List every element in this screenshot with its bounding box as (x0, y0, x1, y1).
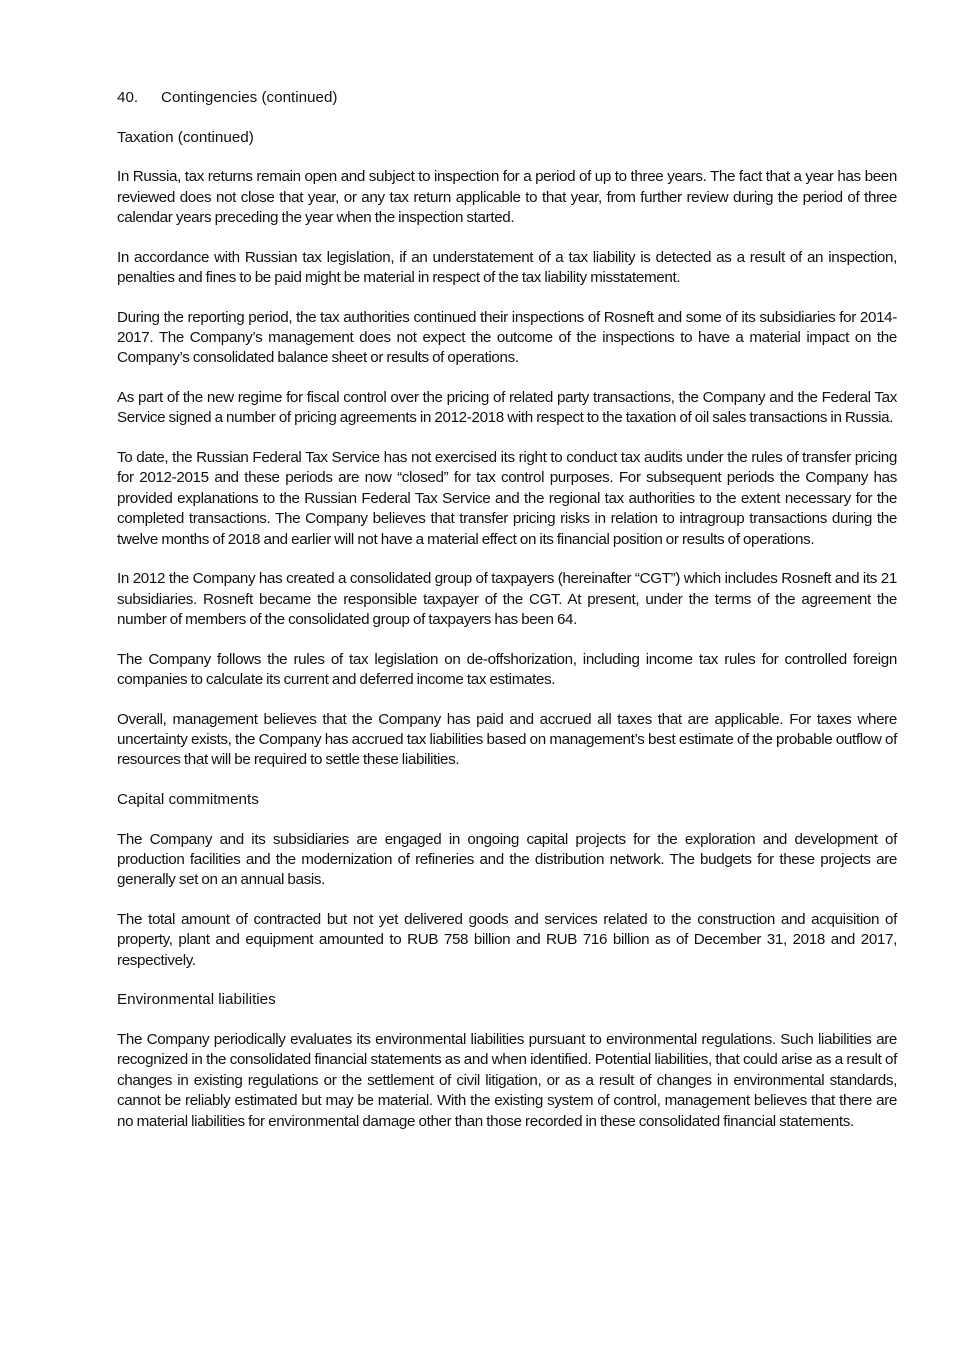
section-heading (117, 88, 897, 108)
taxation-paragraph-6: In 2012 the Company has created a consolidated group of taxpayers (hereinafter “CGT”) which includes Rosneft and its 21 subsidiaries. Rosneft became the responsible taxpayer of the CGT. At present, under the terms of the agreement the number of members of the consolidated group of taxpayers has been 64. (117, 570, 897, 629)
section-number: 40. (117, 89, 139, 106)
environmental-paragraph-1: The Company periodically evaluates its environmental liabilities pursuant to environmental regulations. Such liabilities are recognized in the consolidated financial statements as and when identified. Potential liabilities, that could arise as a result of changes in existing regulations or the settlement of civil litigation, or as a result of changes in environmental standards, cannot be reliably estimated but may be material. With the existing system of control, management believes that there are no material liabilities for environmental damage other than those recorded in these consolidated financial statements. (117, 1031, 897, 1130)
taxation-paragraph-2: In accordance with Russian tax legislation, if an understatement of a tax liability is detected as a result of an inspection, penalties and fines to be paid might be material in respect of the tax liability misstatement. (117, 248, 897, 286)
capital-paragraph-1: The Company and its subsidiaries are engaged in ongoing capital projects for the exploration and development of production facilities and the modernization of refineries and the distribution network. The budgets for these projects are generally set on an annual basis. (117, 830, 897, 889)
document-page (117, 88, 897, 1151)
taxation-paragraph-7: The Company follows the rules of tax legislation on de-offshorization, including income tax rules for controlled foreign companies to calculate its current and deferred income tax estimates. (117, 650, 897, 689)
taxation-heading: Taxation (continued) (117, 128, 254, 146)
taxation-paragraph-5: To date, the Russian Federal Tax Service has not exercised its right to conduct tax audits under the rules of transfer pricing for 2012-2015 and these periods are now “closed” for tax control purposes. For subsequent periods the Company has provided explanations to the Russian Federal Tax Service and the regional tax authorities to the extent necessary for the completed transactions. The Company believes that transfer pricing risks in relation to intragroup transactions during the twelve months of 2018 and earlier will not have a material effect on its financial position or results of operations. (117, 449, 897, 548)
taxation-paragraph-4: As part of the new regime for fiscal control over the pricing of related party transactions, the Company and the Federal Tax Service signed a number of pricing agreements in 2012-2018 with respect to the taxation of oil sales transactions in Russia. (117, 389, 897, 427)
taxation-paragraph-1: In Russia, tax returns remain open and subject to inspection for a period of up to three years. The fact that a year has been reviewed does not close that year, or any tax return applicable to that year, from further review during the period of three calendar years preceding the year when the inspection started. (117, 168, 897, 226)
taxation-paragraph-3: During the reporting period, the tax authorities continued their inspections of Rosneft and some of its subsidiaries for 2014-2017. The Company’s management does not expect the outcome of the inspections to have a material impact on the Company’s consolidated balance sheet or results of operations. (117, 308, 897, 367)
section-title: Contingencies (continued) (161, 89, 338, 106)
capital-commitments-heading: Capital commitments (117, 791, 259, 809)
capital-paragraph-2: The total amount of contracted but not yet delivered goods and services related to the construction and acquisition of property, plant and equipment amounted to RUB 758 billion and RUB 716 billion as of December 31, 2018 and 2017, respectively. (117, 911, 897, 969)
environmental-liabilities-heading: Environmental liabilities (117, 991, 276, 1009)
taxation-paragraph-8: Overall, management believes that the Company has paid and accrued all taxes that are applicable. For taxes where uncertainty exists, the Company has accrued tax liabilities based on management’s best estimate of the probable outflow of resources that will be required to settle these liabilities. (117, 710, 897, 769)
